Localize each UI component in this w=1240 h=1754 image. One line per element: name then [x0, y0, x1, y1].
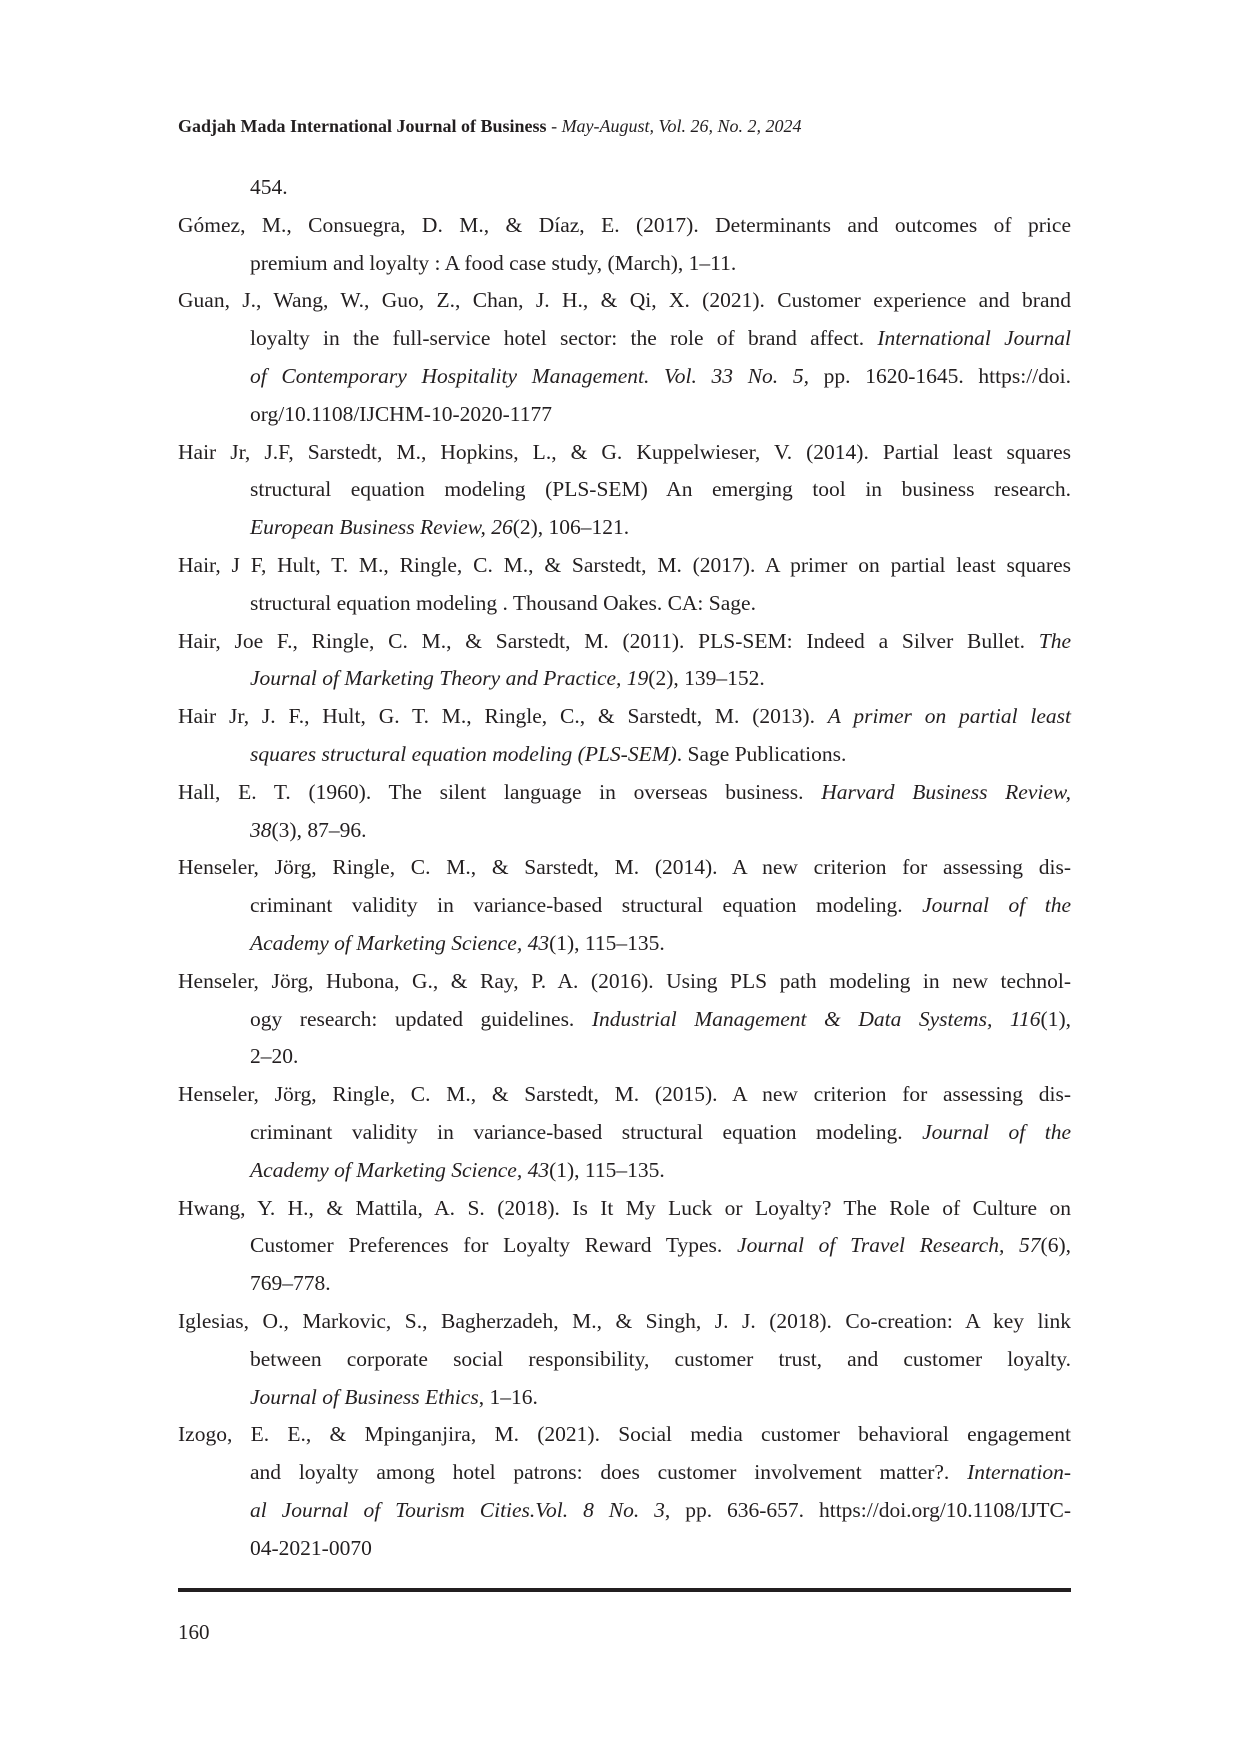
reference-line: [178, 1492, 1071, 1530]
italic-text: Journal of Marketing Theory and Practice, 19: [250, 666, 649, 691]
italic-text: International Journal: [877, 326, 1071, 351]
text: (1),: [1040, 1006, 1071, 1031]
reference-entry: [178, 1303, 1071, 1416]
italic-text: Harvard Business Review,: [821, 779, 1071, 804]
reference-line: [178, 812, 1071, 850]
reference-line: [178, 1341, 1071, 1379]
text: premium and loyalty : A food case study, (March), 1–11.: [250, 250, 737, 275]
reference-line: [178, 1416, 1071, 1454]
text: (2), 139–152.: [648, 666, 765, 691]
text: Customer Preferences for Loyalty Reward Types.: [250, 1233, 738, 1258]
text: criminant validity in variance-based structural equation modeling.: [250, 1119, 923, 1144]
reference-line: [178, 396, 1071, 434]
reference-line: [178, 169, 1071, 207]
italic-text: al Journal of Tourism Cities.Vol. 8 No. 3: [250, 1497, 665, 1522]
text: Hall, E. T. (1960). The silent language in overseas business.: [178, 779, 822, 804]
text: Henseler, Jörg, Ringle, C. M., & Sarstedt, M. (2014). A new criterion for assessing dis-: [178, 855, 1071, 880]
reference-line: [178, 509, 1071, 547]
reference-line: [178, 434, 1071, 472]
text: Hwang, Y. H., & Mattila, A. S. (2018). Is It My Luck or Loyalty? The Role of Culture on: [178, 1195, 1071, 1220]
text: Gómez, M., Consuegra, D. M., & Díaz, E. (2017). Determinants and outcomes of price: [178, 212, 1071, 237]
text: structural equation modeling (PLS-SEM) An emerging tool in business research.: [250, 477, 1071, 502]
reference-line: [178, 547, 1071, 585]
reference-line: [178, 245, 1071, 283]
reference-line: [178, 1265, 1071, 1303]
reference-line: [178, 585, 1071, 623]
reference-entry: [178, 698, 1071, 774]
reference-line: [178, 358, 1071, 396]
text: (1), 115–135.: [549, 1157, 665, 1182]
text: loyalty in the full-service hotel sector: the role of brand affect.: [250, 326, 878, 351]
reference-line: [178, 1076, 1071, 1114]
reference-entry: [178, 1416, 1071, 1567]
reference-line: [178, 282, 1071, 320]
reference-entry: [178, 434, 1071, 547]
text: ogy research: updated guidelines.: [250, 1006, 592, 1031]
reference-entry: [178, 1076, 1071, 1189]
reference-line: [178, 887, 1071, 925]
reference-list: [178, 169, 1071, 1567]
text: (2), 106–121.: [512, 515, 630, 540]
reference-line: [178, 698, 1071, 736]
reference-entry: [178, 774, 1071, 850]
reference-entry: [178, 1190, 1071, 1303]
text: Henseler, Jörg, Hubona, G., & Ray, P. A. (2016). Using PLS path modeling in new technol-: [178, 968, 1071, 993]
reference-entry: [178, 547, 1071, 623]
text: between corporate social responsibility, customer trust, and customer loyalty.: [250, 1346, 1071, 1371]
text: . Sage Publications.: [676, 741, 847, 766]
header-separator: -: [546, 116, 562, 136]
text: Guan, J., Wang, W., Guo, Z., Chan, J. H., & Qi, X. (2021). Customer experience and brand: [178, 288, 1071, 313]
reference-line: [178, 471, 1071, 509]
italic-text: Journal of the: [922, 1119, 1072, 1144]
italic-text: 38: [250, 817, 272, 842]
reference-line: [178, 320, 1071, 358]
running-header: [178, 116, 802, 137]
reference-line: [178, 963, 1071, 1001]
italic-text: Journal of the: [922, 893, 1072, 918]
text: 454.: [250, 175, 288, 199]
text: Iglesias, O., Markovic, S., Bagherzadeh, M., & Singh, J. J. (2018). Co-creation: A key link: [178, 1308, 1071, 1333]
reference-line: [178, 1001, 1071, 1039]
italic-text: squares structural equation modeling (PLS-SEM): [250, 741, 677, 766]
italic-text: European Business Review, 26: [250, 515, 513, 540]
text: Henseler, Jörg, Ringle, C. M., & Sarstedt, M. (2015). A new criterion for assessing dis-: [178, 1082, 1071, 1107]
reference-line: [178, 849, 1071, 887]
italic-text: Academy of Marketing Science, 43: [250, 1157, 550, 1182]
reference-line: [178, 1190, 1071, 1228]
reference-line: [178, 1227, 1071, 1265]
reference-line: [178, 660, 1071, 698]
text: (6),: [1040, 1233, 1071, 1258]
reference-line: [178, 1114, 1071, 1152]
reference-entry: [178, 623, 1071, 699]
reference-entry: [178, 963, 1071, 1076]
footer-rule: [178, 1588, 1071, 1592]
page-number: 160: [178, 1620, 210, 1644]
reference-line: [178, 1379, 1071, 1417]
text: org/10.1108/IJCHM-10-2020-1177: [250, 401, 552, 426]
reference-line: [178, 1530, 1071, 1568]
reference-line: [178, 1454, 1071, 1492]
text: Hair Jr, J.F, Sarstedt, M., Hopkins, L., & G. Kuppelwieser, V. (2014). Partial least squares: [178, 439, 1071, 464]
text: and loyalty among hotel patrons: does customer involvement matter?.: [250, 1460, 968, 1485]
reference-entry: [178, 849, 1071, 962]
text: 769–778.: [250, 1271, 331, 1296]
reference-line: [178, 623, 1071, 661]
text: Hair Jr, J. F., Hult, G. T. M., Ringle, C., & Sarstedt, M. (2013).: [178, 704, 828, 729]
reference-entry: [178, 282, 1071, 433]
text: (1), 115–135.: [549, 930, 665, 955]
text: (3), 87–96.: [271, 817, 367, 842]
reference-line: [178, 1152, 1071, 1190]
italic-text: The: [1038, 628, 1071, 653]
issue-info: May-August, Vol. 26, No. 2, 2024: [561, 116, 802, 136]
text: pp. 1620-1645. https://doi.: [808, 363, 1072, 388]
italic-text: Journal of Travel Research, 57: [737, 1233, 1041, 1258]
italic-text: A primer on partial least: [827, 704, 1071, 729]
text: criminant validity in variance-based structural equation modeling.: [250, 893, 923, 918]
text: Hair, J F, Hult, T. M., Ringle, C. M., & Sarstedt, M. (2017). A primer on partial least squares: [178, 552, 1071, 577]
text: Izogo, E. E., & Mpinganjira, M. (2021). Social media customer behavioral engagement: [178, 1422, 1071, 1447]
text: 04-2021-0070: [250, 1535, 372, 1560]
text: Hair, Joe F., Ringle, C. M., & Sarstedt, M. (2011). PLS-SEM: Indeed a Silver Bullet.: [178, 628, 1039, 653]
reference-line: [178, 1038, 1071, 1076]
reference-line: [178, 1303, 1071, 1341]
text: , pp. 636-657. https://doi.org/10.1108/IJTC-: [664, 1497, 1072, 1522]
italic-text: Journal of Business Ethics: [250, 1384, 479, 1409]
italic-text: Academy of Marketing Science, 43: [250, 930, 550, 955]
text: , 1–16.: [478, 1384, 538, 1409]
journal-name: Gadjah Mada International Journal of Business: [178, 116, 547, 136]
reference-line: [178, 925, 1071, 963]
reference-entry: [178, 207, 1071, 283]
text: 2–20.: [250, 1044, 299, 1069]
reference-line: [178, 207, 1071, 245]
reference-entry: [178, 169, 1071, 207]
italic-text: Industrial Management & Data Systems, 116: [591, 1006, 1041, 1031]
italic-text: Internation-: [967, 1460, 1071, 1485]
reference-line: [178, 736, 1071, 774]
reference-line: [178, 774, 1071, 812]
italic-text: of Contemporary Hospitality Management. Vol. 33 No. 5,: [250, 363, 809, 388]
text: structural equation modeling . Thousand Oakes. CA: Sage.: [250, 590, 756, 615]
